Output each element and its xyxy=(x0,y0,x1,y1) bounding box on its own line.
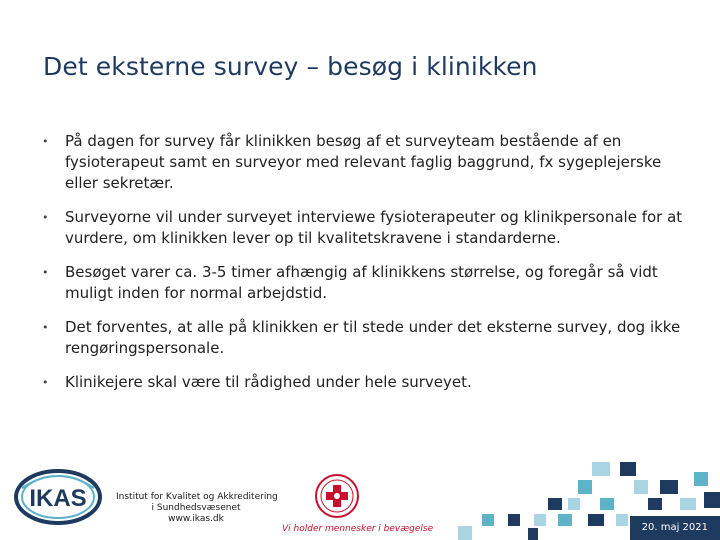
association-seal-icon xyxy=(314,472,360,524)
bullet-text: Det forventes, at alle på klinikken er til stede under det eksterne survey, dog ikke rengøringspersonale. xyxy=(65,318,681,357)
bullet-dot: • xyxy=(42,211,49,224)
bullet-text: På dagen for survey får klinikken besøg af et surveyteam bestående af en fysioterapeut samt en surveyor med relevant faglig baggrund, fx sygeplejerske eller sekretær. xyxy=(65,132,662,192)
institute-name: Institut for Kvalitet og Akkreditering xyxy=(116,492,278,502)
bullet-dot: • xyxy=(42,266,49,279)
bullet-item xyxy=(38,131,698,194)
institute-subline: i Sundhedsvæsenet xyxy=(151,503,241,513)
bullet-text: Surveyorne vil under surveyet interviewe fysioterapeuter og klinikpersonale for at vurdere, om klinikken lever op til kvalitetskravene i standarderne. xyxy=(65,208,683,247)
bullet-item xyxy=(38,207,698,249)
bullet-item xyxy=(38,317,698,359)
bullet-dot: • xyxy=(42,376,49,389)
bullet-dot: • xyxy=(42,135,49,148)
slide-title: Det eksterne survey – besøg i klinikken xyxy=(43,52,538,81)
slogan: Vi holder mennesker i bevægelse xyxy=(282,524,434,534)
institute-url[interactable]: www.ikas.dk xyxy=(168,514,224,524)
bullet-item xyxy=(38,372,698,393)
bullet-text: Klinikejere skal være til rådighed under hele surveyet. xyxy=(65,373,472,391)
institute-info xyxy=(116,492,276,525)
bullet-dot: • xyxy=(42,321,49,334)
slide-date: 20. maj 2021 xyxy=(641,522,708,533)
bullet-item xyxy=(38,262,698,304)
bullet-text: Besøget varer ca. 3-5 timer afhængig af klinikkens størrelse, og foregår så vidt muligt inden for normal arbejdstid. xyxy=(65,263,658,302)
bullet-list xyxy=(38,131,698,406)
ikas-logo xyxy=(12,466,104,528)
ikas-logo-text: IKAS xyxy=(29,485,87,512)
